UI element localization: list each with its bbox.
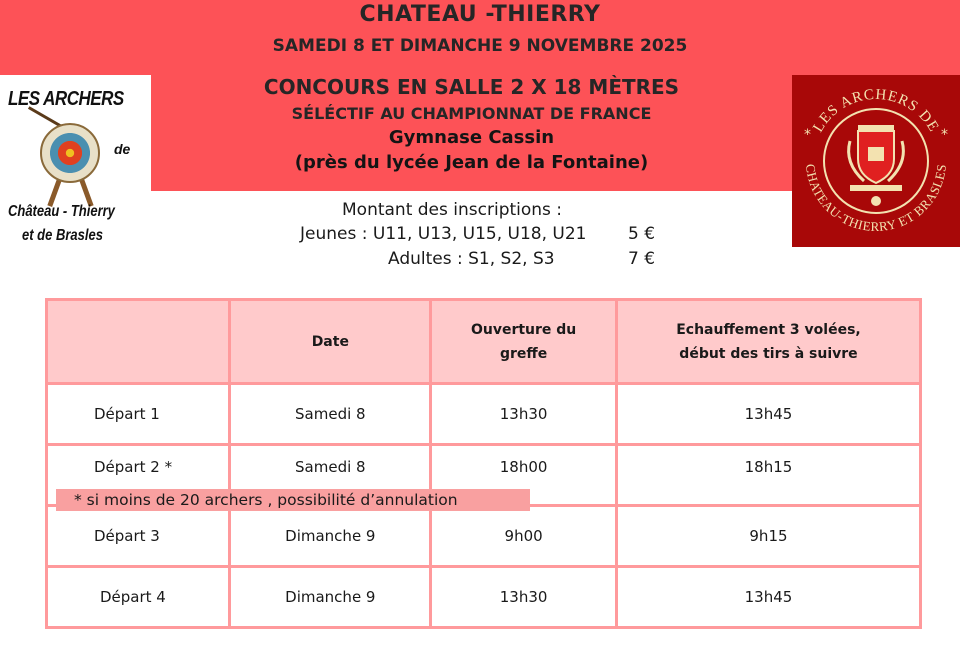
schedule-table xyxy=(45,298,922,629)
header-cell-registry-opening: Ouverture du greffe xyxy=(431,300,617,384)
svg-text:*: * xyxy=(804,127,811,143)
svg-text:LES ARCHERS DE: LES ARCHERS DE xyxy=(810,86,942,136)
cell-date: Samedi 8 xyxy=(230,384,431,445)
cancellation-note: * si moins de 20 archers , possibilité d’annulation xyxy=(56,489,530,511)
table-row xyxy=(47,384,921,445)
fees-youth-label: Jeunes : U11, U13, U15, U18, U21 xyxy=(300,224,587,244)
cell-date: Samedi 8 xyxy=(230,445,431,506)
cell-session: Départ 2 * xyxy=(47,445,230,506)
cell-session: Départ 3 xyxy=(47,506,230,567)
svg-text:*: * xyxy=(941,127,948,143)
cell-registry-time: 9h00 xyxy=(431,506,617,567)
table-row xyxy=(47,567,921,628)
venue-name: Gymnase Cassin xyxy=(388,127,555,148)
crest-emblem-icon xyxy=(792,75,960,247)
cell-registry-time: 18h00 xyxy=(431,445,617,506)
cell-warmup-time: 18h15 xyxy=(616,445,920,506)
cell-warmup-time: 9h15 xyxy=(616,506,920,567)
table-header-row xyxy=(47,300,921,384)
fees-adult-price: 7 € xyxy=(628,249,656,269)
logo-text-line1: LES ARCHERS xyxy=(8,87,124,110)
header-cell-date: Date xyxy=(230,300,431,384)
logo-text-line3: Château - Thierry xyxy=(8,201,115,220)
table-row xyxy=(47,506,921,567)
cell-session: Départ 1 xyxy=(47,384,230,445)
svg-text:CHATEAU-THIERRY ET BRASLES: CHATEAU-THIERRY ET BRASLES xyxy=(802,163,950,235)
logo-text-line4: et de Brasles xyxy=(22,225,103,244)
fees-adult-label: Adultes : S1, S2, S3 xyxy=(388,249,555,269)
competition-type: CONCOURS EN SALLE 2 X 18 MÈTRES xyxy=(263,75,680,99)
venue-location: (près du lycée Jean de la Fontaine) xyxy=(294,152,649,173)
archery-target-icon xyxy=(40,123,100,183)
selective-note: SÉLÉCTIF AU CHAMPIONNAT DE FRANCE xyxy=(291,104,652,123)
club-logo-left xyxy=(0,75,151,255)
event-city-title: CHATEAU -THIERRY xyxy=(359,2,601,27)
header-cell-warmup: Echauffement 3 volées, début des tirs à suivre xyxy=(616,300,920,384)
cell-registry-time: 13h30 xyxy=(431,384,617,445)
logo-text-line2: de xyxy=(114,141,131,157)
cell-date: Dimanche 9 xyxy=(230,506,431,567)
club-crest-logo-right xyxy=(792,75,960,247)
cell-date: Dimanche 9 xyxy=(230,567,431,628)
cell-session: Départ 4 xyxy=(47,567,230,628)
event-dates: SAMEDI 8 ET DIMANCHE 9 NOVEMBRE 2025 xyxy=(272,36,688,56)
header-cell-session xyxy=(47,300,230,384)
cell-warmup-time: 13h45 xyxy=(616,567,920,628)
cell-warmup-time: 13h45 xyxy=(616,384,920,445)
cell-registry-time: 13h30 xyxy=(431,567,617,628)
fees-youth-price: 5 € xyxy=(628,224,656,244)
fees-heading: Montant des inscriptions : xyxy=(342,200,563,220)
